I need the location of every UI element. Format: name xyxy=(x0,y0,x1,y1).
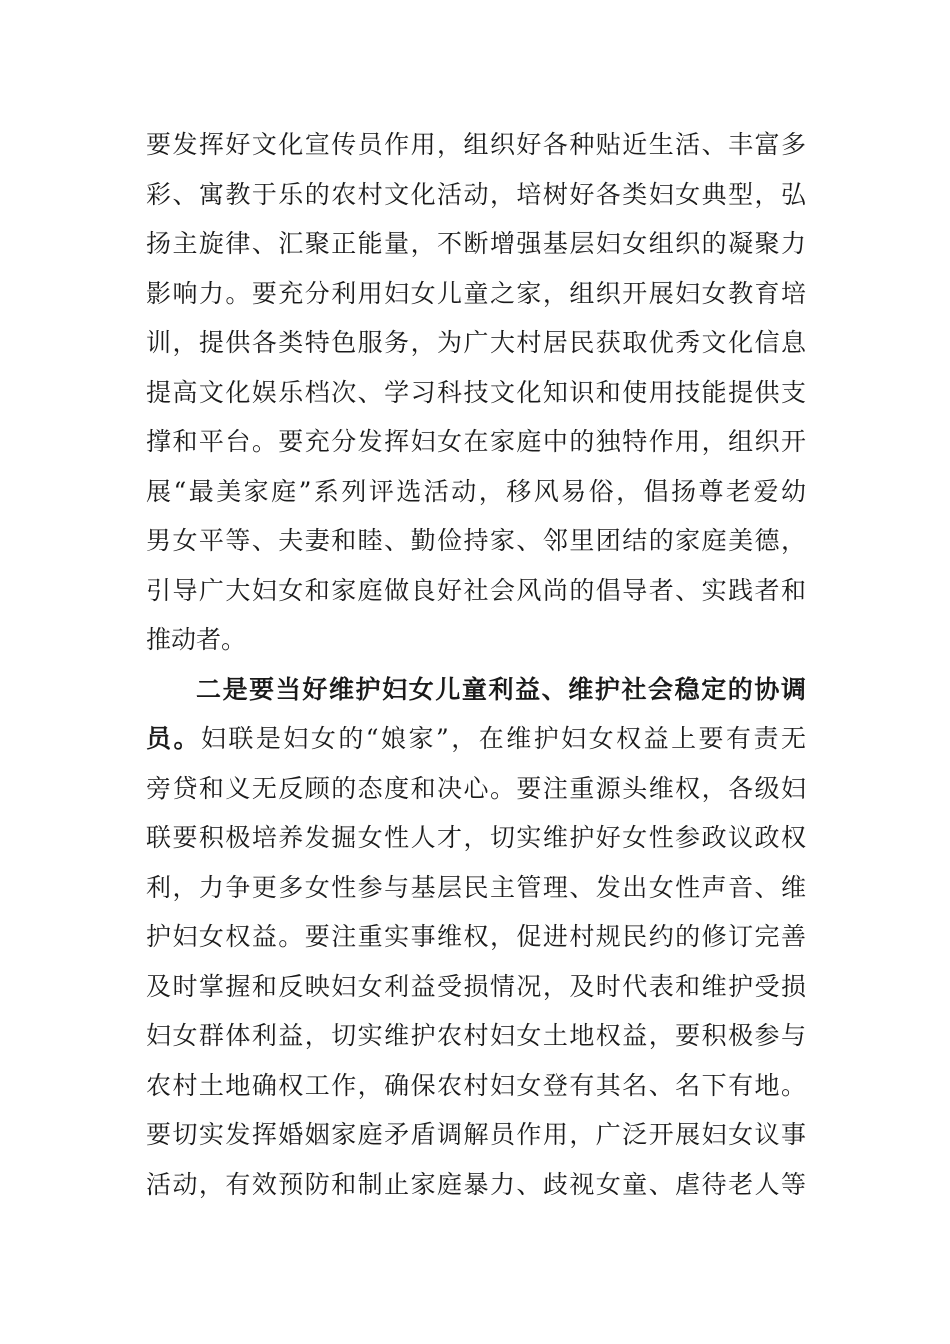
paragraph-lead: 二是要当好维护妇女儿童利益、维护社会稳定的协调 xyxy=(196,674,806,704)
text-line: 农村土地确权工作，确保农村妇女登有其名、名下有地。 xyxy=(146,1070,806,1100)
text-line xyxy=(146,714,806,764)
text-line: 护妇女权益。要注重实事维权，促进村规民约的修订完善 xyxy=(146,922,806,951)
text-line: 影响力。要充分利用妇女儿童之家，组织开展妇女教育培 xyxy=(146,278,806,308)
text-line: 及时掌握和反映妇女利益受损情况，及时代表和维护受损 xyxy=(146,971,806,1001)
text-span: 妇联是妇女的“娘家”，在维护妇女权益上要有责无 xyxy=(200,724,806,753)
paragraph-heading-line xyxy=(146,665,806,715)
text-line: 利，力争更多女性参与基层民主管理、发出女性声音、维 xyxy=(146,872,806,902)
text-line: 推动者。 xyxy=(146,625,247,654)
text-line: 男女平等、夫妻和睦、勤俭持家、邻里团结的家庭美德， xyxy=(146,526,806,555)
text-line: 引导广大妇女和家庭做良好社会风尚的倡导者、实践者和 xyxy=(146,575,806,605)
text-line: 撑和平台。要充分发挥妇女在家庭中的独特作用，组织开 xyxy=(146,427,806,456)
text-line: 彩、寓教于乐的农村文化活动，培树好各类妇女典型，弘 xyxy=(146,179,806,209)
text-line: 妇女群体利益，切实维护农村妇女土地权益，要积极参与 xyxy=(146,1021,806,1050)
text-line: 提高文化娱乐档次、学习科技文化知识和使用技能提供支 xyxy=(146,377,806,407)
document-body xyxy=(146,120,806,1209)
text-line: 要发挥好文化宣传员作用，组织好各种贴近生活、丰富多 xyxy=(146,130,806,159)
paragraph-1 xyxy=(146,120,806,665)
text-line: 联要积极培养发掘女性人才，切实维护好女性参政议政权 xyxy=(146,823,806,852)
text-line: 训，提供各类特色服务，为广大村居民获取优秀文化信息 xyxy=(146,328,806,357)
text-line: 扬主旋律、汇聚正能量，不断增强基层妇女组织的凝聚力 xyxy=(146,229,806,258)
text-line: 活动，有效预防和制止家庭暴力、歧视女童、虐待老人等 xyxy=(146,1169,806,1199)
paragraph-lead-tail: 员。 xyxy=(146,724,201,753)
paragraph-2 xyxy=(146,665,806,1210)
text-line: 要切实发挥婚姻家庭矛盾调解员作用，广泛开展妇女议事 xyxy=(146,1120,806,1149)
text-line: 旁贷和义无反顾的态度和决心。要注重源头维权，各级妇 xyxy=(146,773,806,803)
text-line: 展“最美家庭”系列评选活动，移风易俗，倡扬尊老爱幼 xyxy=(146,476,806,506)
